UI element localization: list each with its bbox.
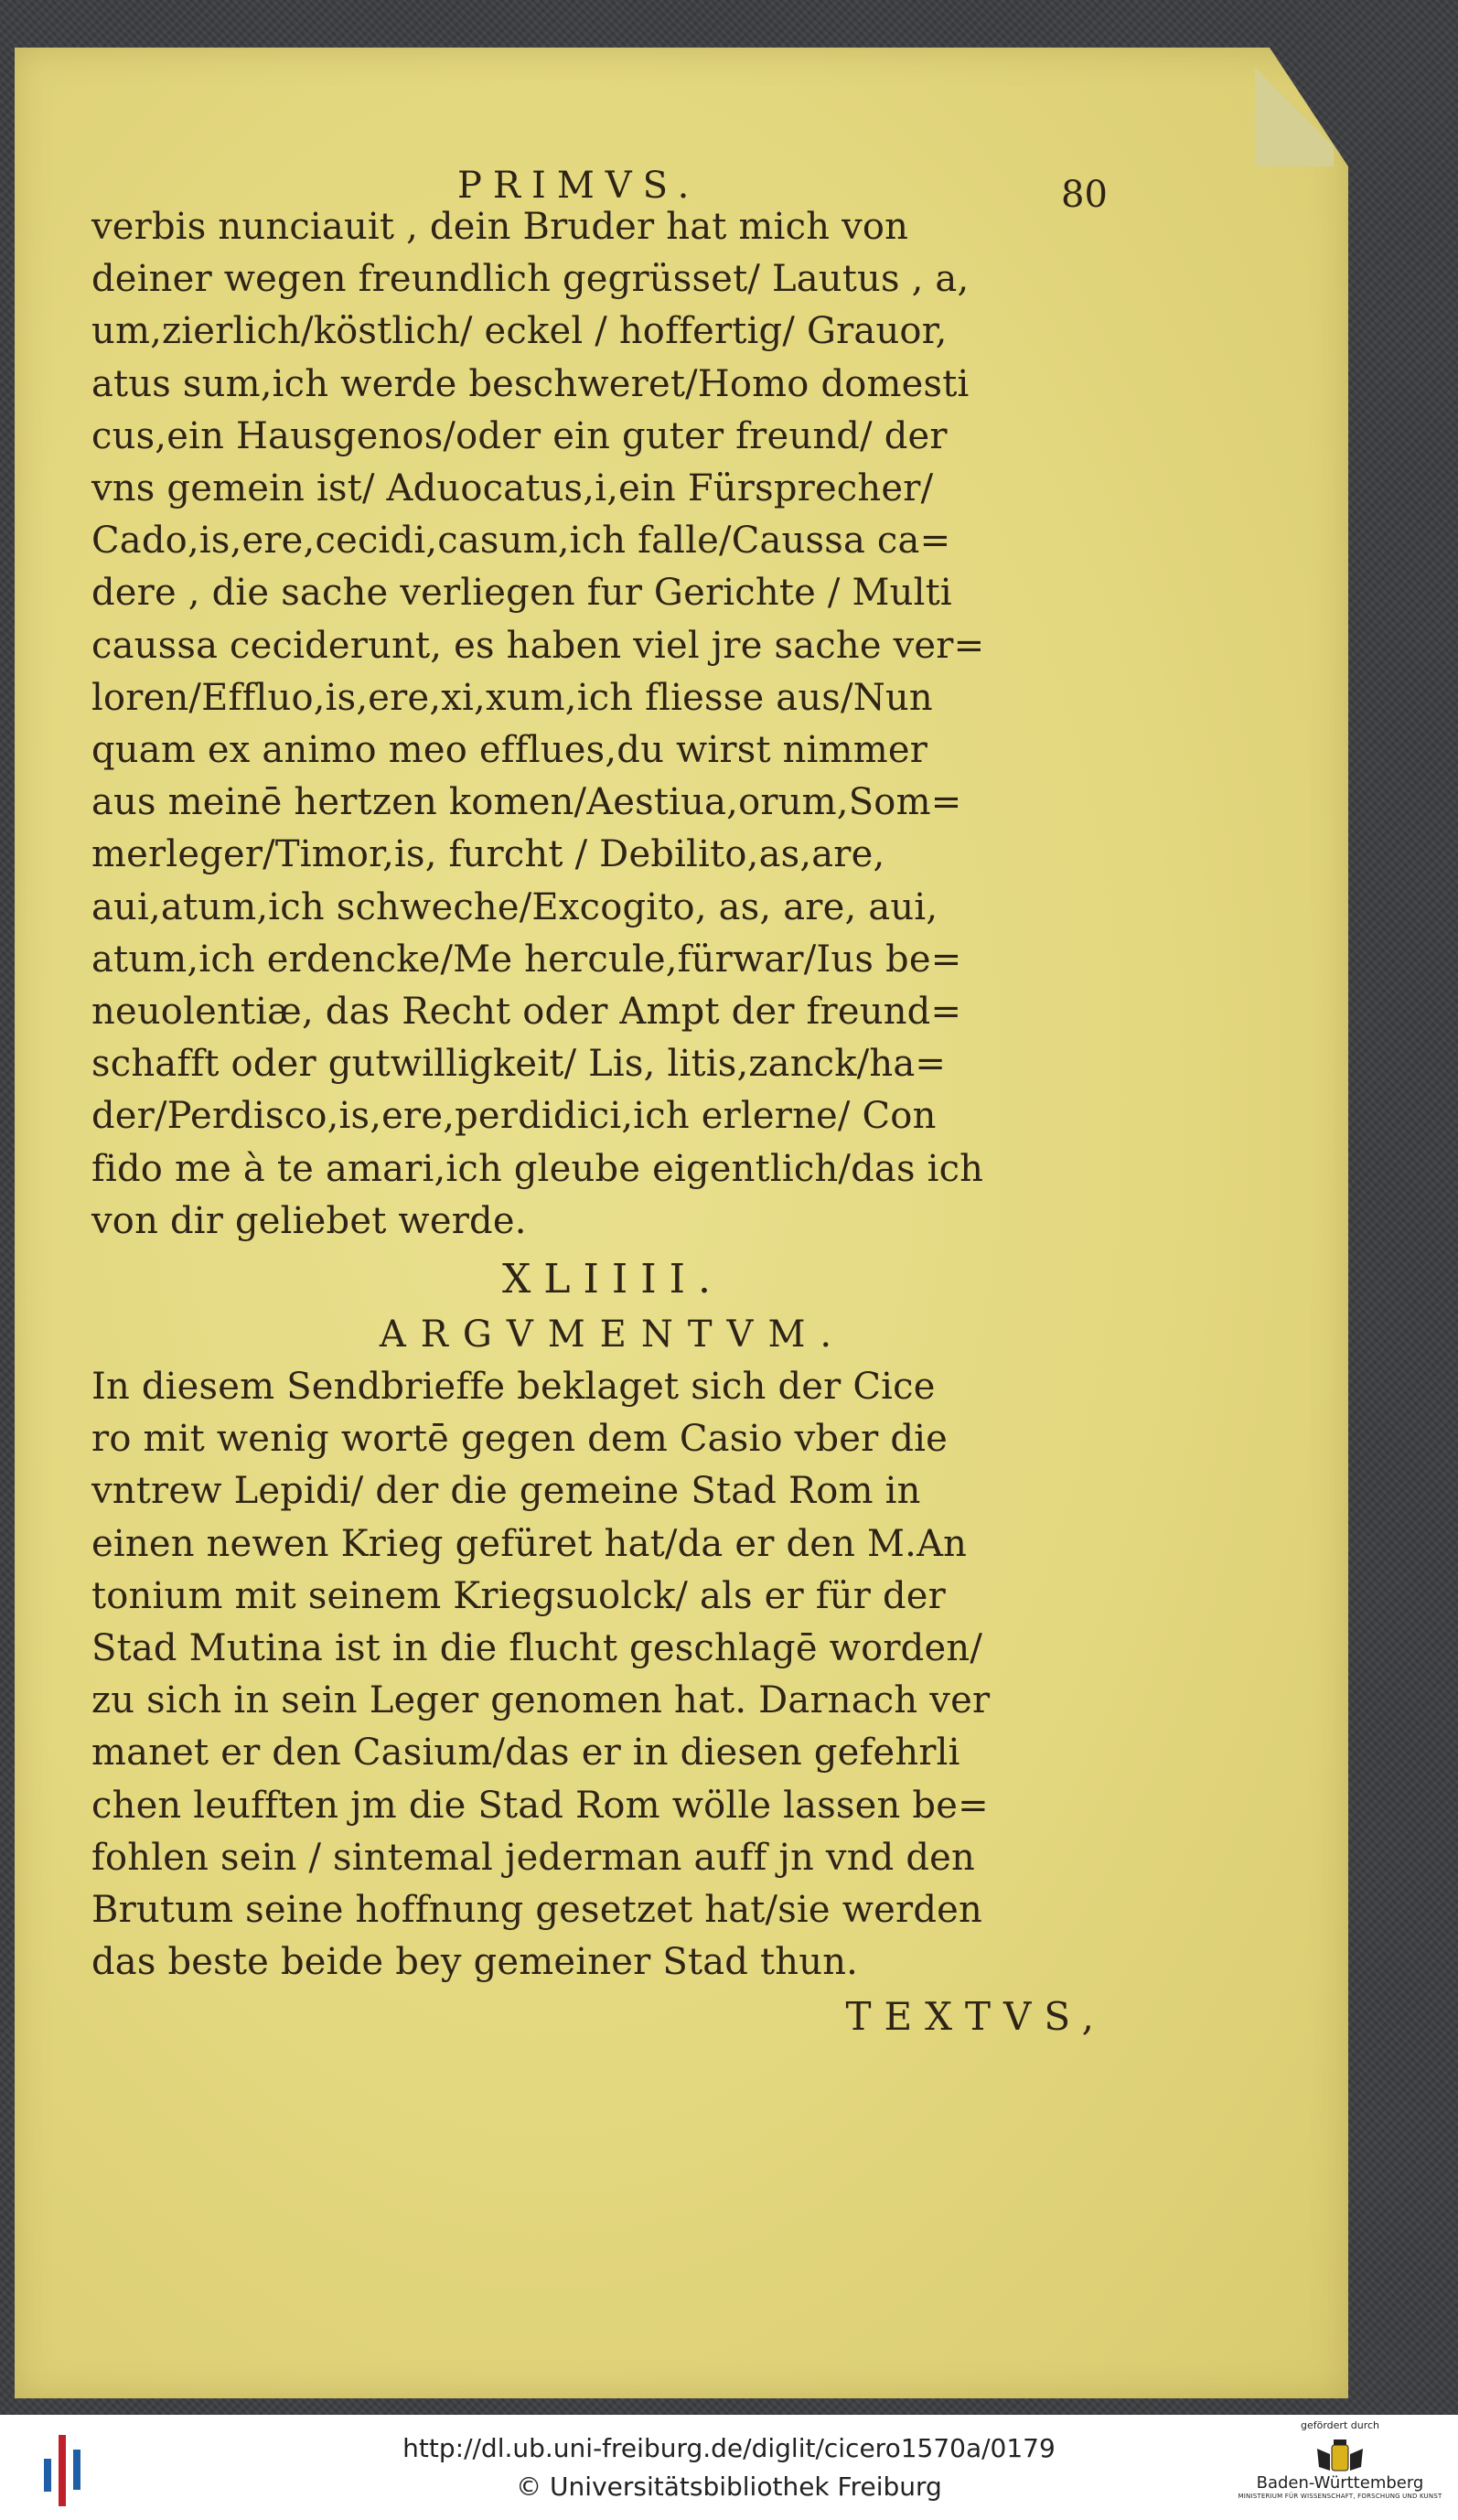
text-line: atum,ich erdencke/Me hercule,fürwar/Ius be= [91,938,962,981]
page-text [91,146,1134,2044]
text-line: Brutum seine hoffnung gesetzet hat/sie werden [91,1889,982,1932]
text-line: cus,ein Hausgenos/oder ein guter freund/ der [91,414,948,457]
text-line: In diesem Sendbrieffe beklaget sich der Cice [91,1366,936,1409]
text-line: loren/Effluo,is,ere,xi,xum,ich fliesse aus/Nun [91,676,933,719]
text-line: vntrew Lepidi/ der die gemeine Stad Rom in [91,1470,921,1513]
text-line: neuolentiæ, das Recht oder Ampt der freund= [91,991,962,1034]
text-line: chen leufften jm die Stad Rom wölle lassen be= [91,1784,989,1827]
text-line: dere , die sache verliegen fur Gerichte / Multi [91,572,952,615]
text-line: quam ex animo meo efflues,du wirst nimmer [91,729,928,772]
sponsor-state: Baden-Württemberg [1256,2473,1424,2493]
text-line: Stad Mutina ist in die flucht geschlagē worden/ [91,1627,982,1670]
catchword: TEXTVS, [845,1993,1107,2039]
page-header [91,146,1134,216]
glossary-block [91,201,1134,1248]
text-line: von dir geliebet werde. [91,1199,527,1242]
text-line: ro mit wenig wortē gegen dem Casio vber die [91,1418,949,1461]
text-line: atus sum,ich werde beschweret/Homo domesti [91,362,970,405]
sponsor-label: gefördert durch [1300,2419,1380,2431]
page-number: 80 [1061,174,1108,216]
text-line: der/Perdisco,is,ere,perdidici,ich erlerne/ Con [91,1095,937,1138]
text-line: merleger/Timor,is, furcht / Debilito,as,are, [91,833,885,876]
folded-corner [1255,48,1334,166]
coat-of-arms-icon [1312,2440,1368,2478]
sponsor-block [1235,2419,1445,2520]
text-line: aus meinē hertzen komen/Aestiua,orum,Som= [91,781,962,824]
text-line: fido me à te amari,ich gleube eigentlich/das ich [91,1147,984,1190]
text-line: um,zierlich/köstlich/ eckel / hoffertig/ Grauor, [91,310,948,353]
sponsor-ministry: MINISTERIUM FÜR WISSENSCHAFT, FORSCHUNG UND KUNST [1238,2493,1442,2500]
argumentum-heading: ARGVMENTVM. [379,1314,847,1357]
copyright-text: © Universitätsbibliothek Freiburg [516,2472,942,2502]
text-line: zu sich in sein Leger genomen hat. Darnach ver [91,1679,991,1722]
argument-block [91,1361,1134,1989]
text-line: caussa ceciderunt, es haben viel jre sache ver= [91,624,985,667]
text-line: schafft oder gutwilligkeit/ Lis, litis,zanck/ha= [91,1043,947,1086]
text-line: deiner wegen freundlich gegrüsset/ Lautus , a, [91,258,970,301]
permalink-url[interactable]: http://dl.ub.uni-freiburg.de/diglit/cicero1570a/0179 [402,2433,1056,2463]
text-line: aui,atum,ich schweche/Excogito, as, are, aui, [91,885,938,928]
section-number: XLIIII. [501,1256,724,1303]
text-line: Cado,is,ere,cecidi,casum,ich falle/Caussa ca= [91,520,951,563]
text-line: verbis nunciauit , dein Bruder hat mich von [91,206,909,248]
text-line: tonium mit seinem Kriegsuolck/ als er für der [91,1574,946,1617]
text-line: vns gemein ist/ Aduocatus,i,ein Fürsprecher/ [91,467,934,510]
text-line: das beste beide bey gemeiner Stad thun. [91,1941,859,1984]
text-line: einen newen Krieg gefüret hat/da er den M.An [91,1522,968,1565]
running-head: PRIMVS. [457,165,701,207]
text-line: fohlen sein / sintemal jederman auff jn vnd den [91,1836,976,1879]
text-line: manet er den Casium/das er in diesen gefehrli [91,1732,960,1775]
